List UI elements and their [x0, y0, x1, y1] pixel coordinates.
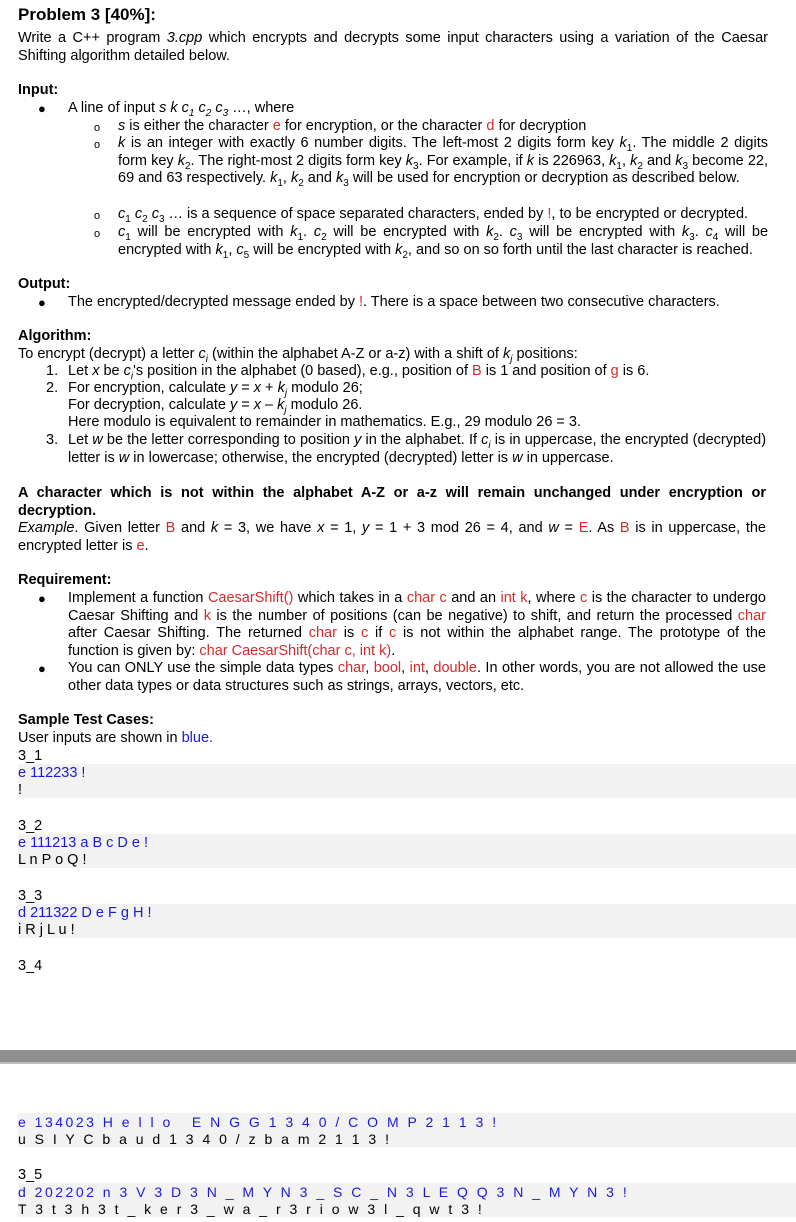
- input-heading: Input:: [18, 82, 59, 98]
- case-label: 3_1: [18, 748, 43, 764]
- samples-note: User inputs are shown in blue.: [18, 730, 214, 746]
- case-input: e 112233 !: [18, 765, 86, 781]
- step-number: 1.: [46, 363, 59, 379]
- output-heading: Output:: [18, 276, 71, 292]
- problem-title: Problem 3 [40%]:: [18, 5, 156, 24]
- circle-bullet-icon: o: [94, 122, 101, 134]
- algorithm-step-2a: For encryption, calculate $y = x + k_j$ modulo 26;: [68, 380, 363, 399]
- page-separator: [0, 1050, 796, 1062]
- bullet-icon: ●: [38, 101, 46, 116]
- algorithm-step-2b: For decryption, calculate $y = x - k_j$ modulo 26.: [68, 397, 363, 416]
- case-input: e 111213 a B c D e !: [18, 835, 149, 851]
- input-item-s: s is either the character e for encryption, or the character d for decryption: [118, 118, 587, 134]
- case-label: 3_5: [18, 1167, 43, 1183]
- case-output: !: [18, 782, 23, 798]
- algorithm-step-3: Let w be the letter corresponding to position y in the alphabet. If $c_i$ is in uppercase, the encrypted (decrypted) letter is w in lowercase; otherwise, the encrypted (decrypted) letter is w in uppercase.: [68, 432, 767, 466]
- circle-bullet-icon: o: [94, 228, 101, 240]
- algorithm-heading: Algorithm:: [18, 328, 92, 344]
- case-input: d 211322 D e F g H !: [18, 905, 152, 921]
- step-number: 3.: [46, 432, 59, 448]
- algorithm-step-2c: Here modulo is equivalent to remainder in mathematics. E.g., 29 modulo 26 = 3.: [68, 414, 582, 430]
- output-line: The encrypted/decrypted message ended by !. There is a space between two consecutive characters.: [68, 294, 720, 310]
- circle-bullet-icon: o: [94, 139, 101, 151]
- case-input: d 202202 n 3 V 3 D 3 N _ M Y N 3 _ S C _ N 3 L E Q Q 3 N _ M Y N 3 !: [18, 1184, 630, 1200]
- input-item-keys: $c_1$ will be encrypted with $k_1$. $c_2$ will be encrypted with $k_2$. $c_3$ will be encrypted with $k_3$. $c_4$ will be encrypted with $k_1$, $c_5$ will be encrypted with $k_2$, and so on so forth until the last character is reached.: [118, 224, 769, 261]
- requirement-item-2: You can ONLY use the simple data types char, bool, int, double. In other words, you are not allowed the use other data types or data structures such as strings, arrays, vectors, etc.: [68, 660, 766, 694]
- bullet-icon: ●: [38, 661, 46, 676]
- case-label: 3_2: [18, 818, 43, 834]
- algorithm-step-1: Let x be $c_i's$ position in the alphabet (0 based), e.g., position of B is 1 and position of g is 6.: [68, 363, 650, 382]
- case-output: i R j L u !: [18, 922, 75, 938]
- circle-bullet-icon: o: [94, 210, 101, 222]
- case-label: 3_3: [18, 888, 43, 904]
- input-item-k: k is an integer with exactly 6 number digits. The left-most 2 digits form key $k_1$. The middle 2 digits form key $k_2$. The right-most 2 digits form key $k_3$. For example, if k is 226963, $k_1$, $k_2$ and $k_3$ become 22, 69 and 63 respectively. $k_1$, $k_2$ and $k_3$ will be used for encryption or decryption as described below.: [118, 135, 768, 189]
- case-output: T 3 t 3 h 3 t _ k e r 3 _ w a _ r 3 r i o w 3 l _ q w t 3 !: [18, 1201, 485, 1217]
- non-alphabet-note: A character which is not within the alphabet A-Z or a-z will remain unchanged under encryption or decryption.: [18, 485, 766, 519]
- input-item-c: $c_1$ $c_2$ $c_3$ … is a sequence of space separated characters, ended by !, to be encrypted or decrypted.: [118, 206, 749, 225]
- requirement-heading: Requirement:: [18, 572, 112, 588]
- intro-text: Write a C++ program 3.cpp which encrypts and decrypts some input characters using a variation of the Caesar Shifting algorithm detailed below.: [18, 30, 768, 64]
- bullet-icon: ●: [38, 591, 46, 606]
- case-output: u S I Y C b a u d 1 3 4 0 / z b a m 2 1 1 3 !: [18, 1131, 392, 1147]
- step-number: 2.: [46, 380, 59, 396]
- case-output: L n P o Q !: [18, 852, 87, 868]
- page-separator-shadow: [0, 1062, 796, 1064]
- example-text: Example. Given letter B and k = 3, we have x = 1, y = 1 + 3 mod 26 = 4, and w = E. As B is in uppercase, the encrypted letter is e.: [18, 520, 766, 554]
- bullet-icon: ●: [38, 295, 46, 310]
- requirement-item-1: Implement a function CaesarShift() which takes in a char c and an int k, where c is the character to undergo Caesar Shifting and k is the number of positions (can be negative) to shift, and return the processed char after Caesar Shifting. The returned char is c if c is not within the alphabet range. The prototype of the function is given by: char CaesarShift(char c, int k).: [68, 590, 766, 659]
- algorithm-intro: To encrypt (decrypt) a letter $c_i$ (within the alphabet A-Z or a-z) with a shift of $k_j$ positions:: [18, 346, 578, 365]
- case-label: 3_4: [18, 958, 43, 974]
- case-input: e 134023 H e l l o E N G G 1 3 4 0 / C O M P 2 1 1 3 !: [18, 1114, 499, 1130]
- input-line: A line of input s k $c_1$ $c_2$ $c_3$ …, where: [68, 100, 295, 119]
- samples-heading: Sample Test Cases:: [18, 712, 154, 728]
